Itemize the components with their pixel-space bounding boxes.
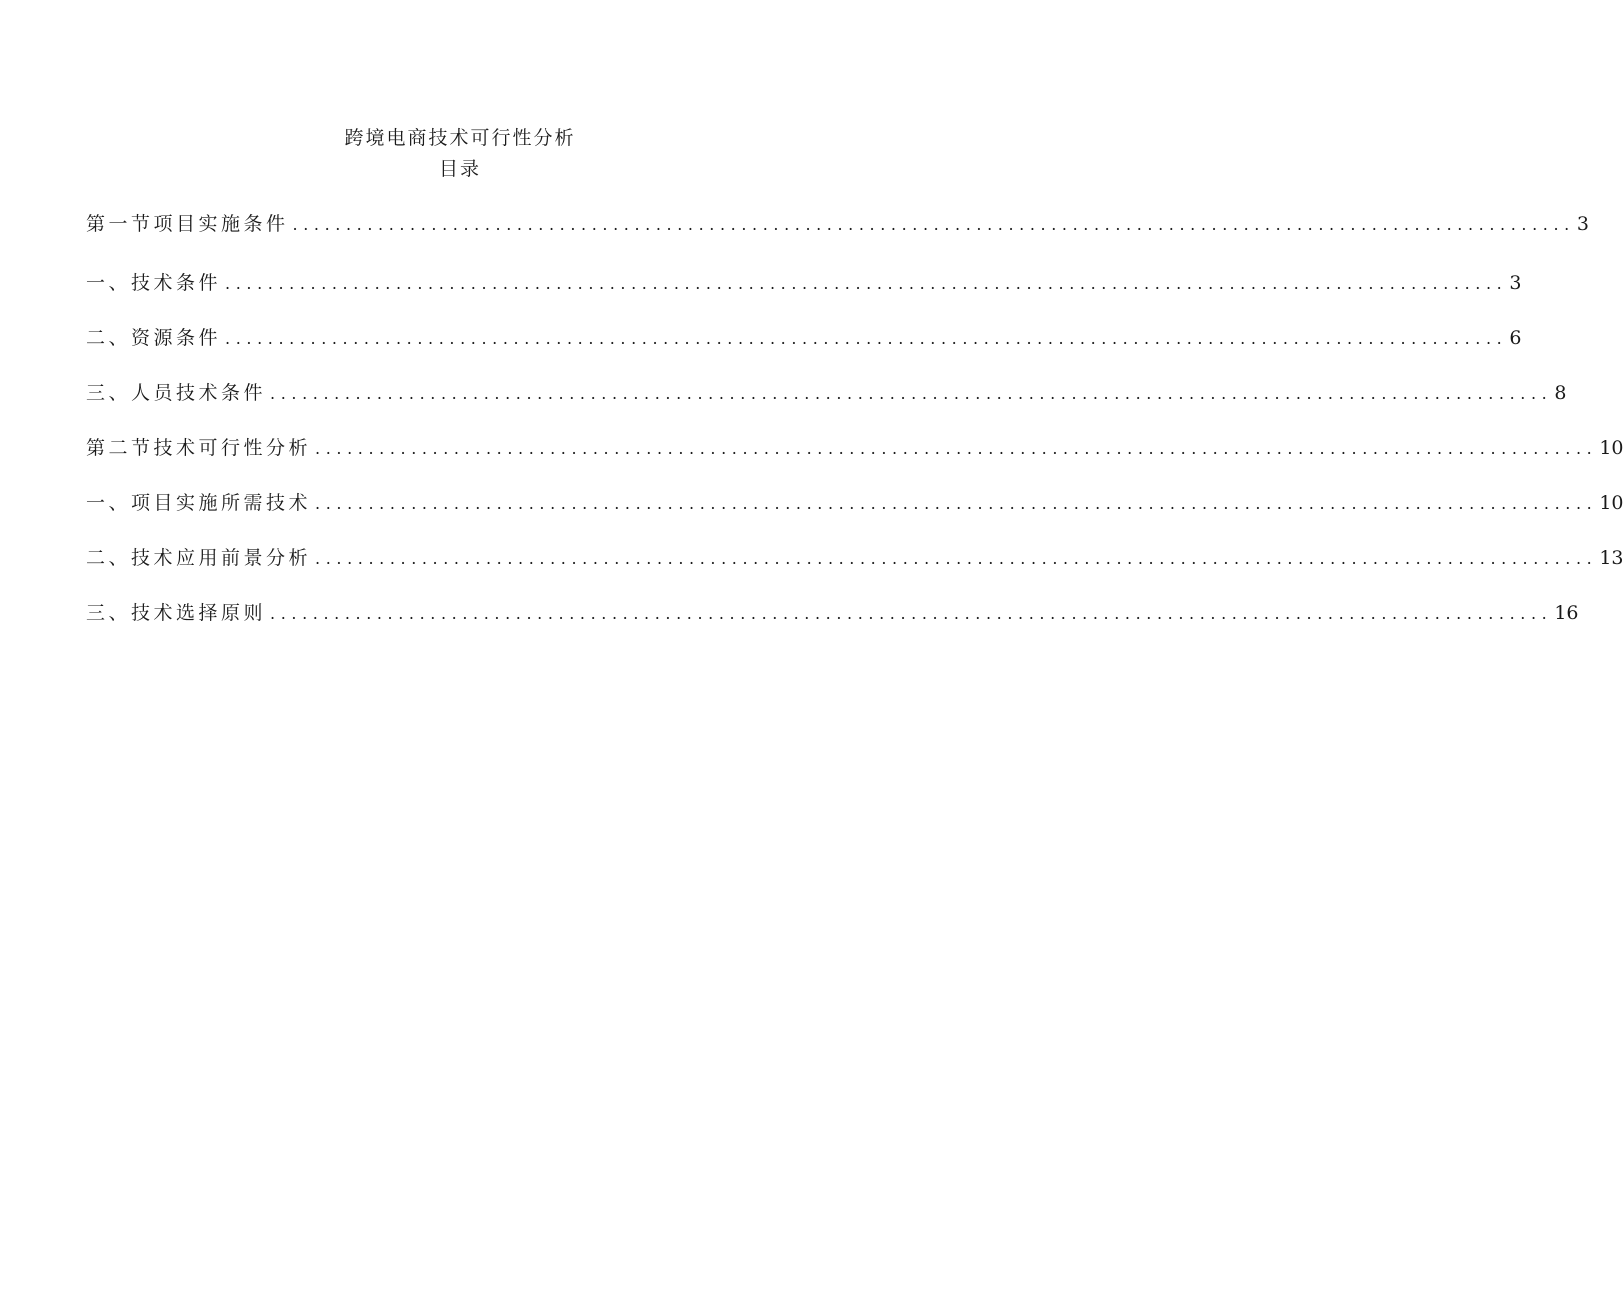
toc-entry[interactable]	[86, 488, 1624, 518]
toc-dot-leader: ........................................................................................................................	[270, 604, 1553, 623]
toc-entry-label: 二、资源条件	[86, 327, 222, 349]
toc-entry-label: 二、技术应用前景分析	[86, 547, 312, 569]
toc-entry-label: 三、技术选择原则	[86, 602, 267, 624]
toc-page-number: 10	[1599, 492, 1624, 514]
toc-page-number: 10	[1599, 437, 1624, 459]
toc-entry[interactable]	[86, 598, 1579, 628]
toc-entry[interactable]	[86, 378, 1567, 408]
toc-page-number: 3	[1576, 213, 1589, 235]
toc-page-number: 3	[1509, 272, 1522, 294]
toc-entry[interactable]	[86, 209, 1589, 239]
toc-page-number: 13	[1599, 547, 1624, 569]
toc-dot-leader: ........................................................................................................................	[292, 215, 1575, 234]
toc-entry-label: 第二节技术可行性分析	[86, 437, 312, 459]
toc-entry-label: 一、技术条件	[86, 272, 222, 294]
toc-heading: 目录	[438, 158, 481, 180]
toc-dot-leader: ........................................................................................................................	[315, 494, 1598, 513]
toc-entry[interactable]	[86, 268, 1522, 298]
toc-dot-leader: ........................................................................................................................	[225, 329, 1508, 348]
toc-dot-leader: ........................................................................................................................	[315, 439, 1598, 458]
toc-page-number: 8	[1554, 382, 1567, 404]
document-title: 跨境电商技术可行性分析	[344, 127, 576, 149]
toc-entry-label: 一、项目实施所需技术	[86, 492, 312, 514]
toc-entry[interactable]	[86, 543, 1624, 573]
toc-entry[interactable]	[86, 323, 1522, 353]
toc-dot-leader: ........................................................................................................................	[270, 384, 1553, 403]
toc-entry-label: 三、人员技术条件	[86, 382, 267, 404]
toc-dot-leader: ........................................................................................................................	[225, 274, 1508, 293]
toc-entry-label: 第一节项目实施条件	[86, 213, 289, 235]
toc-page-number: 16	[1554, 602, 1579, 624]
toc-page-number: 6	[1509, 327, 1522, 349]
toc-entry[interactable]	[86, 433, 1624, 463]
toc-dot-leader: ........................................................................................................................	[315, 549, 1598, 568]
